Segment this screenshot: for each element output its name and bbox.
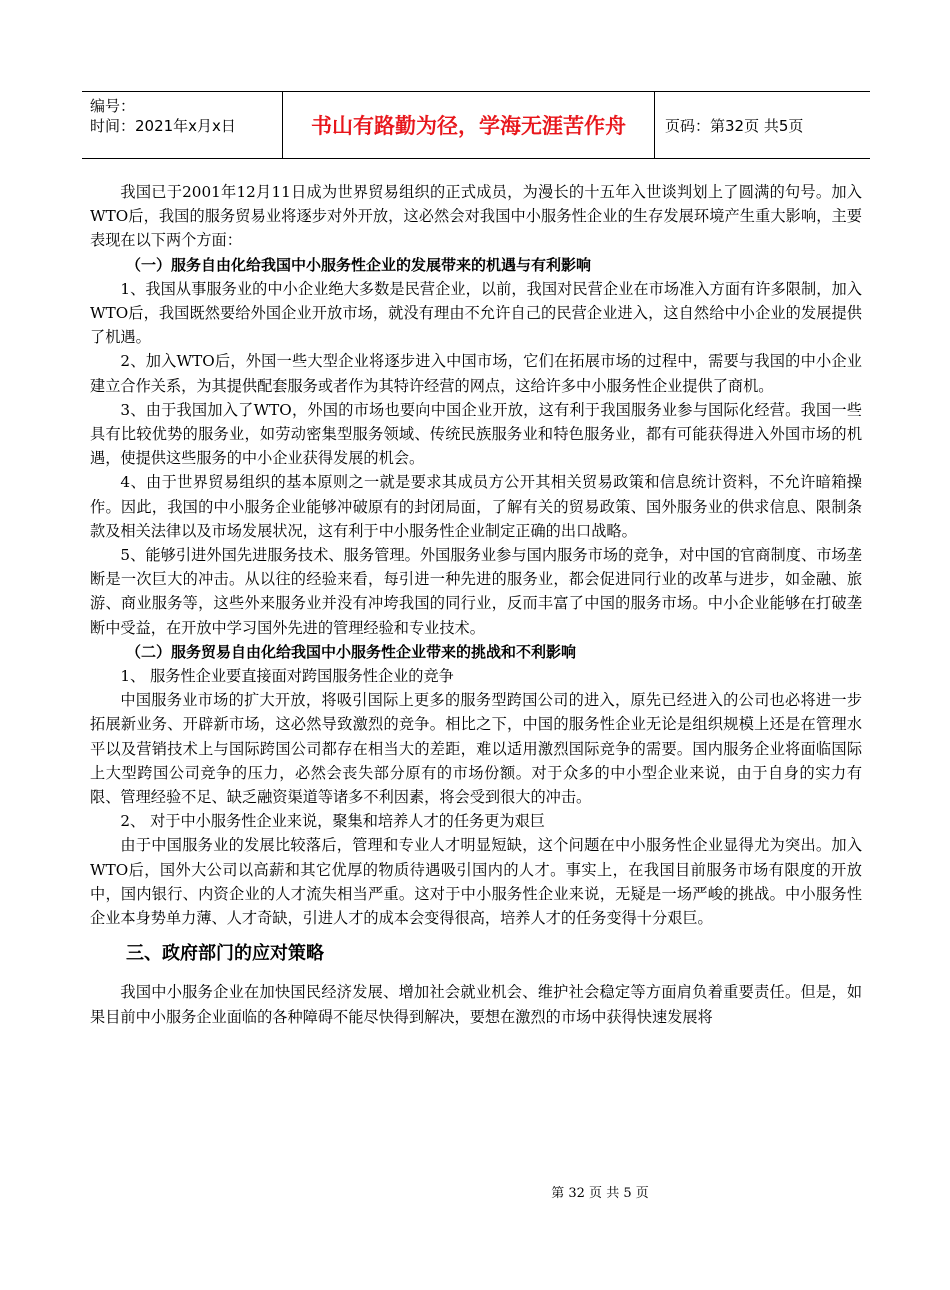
time-label: 时间：2021年x月x日 <box>90 117 236 135</box>
page-header <box>82 91 870 159</box>
page-footer: 第 32 页 共 5 页 <box>551 1186 649 1201</box>
paragraph: 2、 对于中小服务性企业来说，聚集和培养人才的任务更为艰巨 <box>120 812 545 831</box>
header-page-label: 页码：第32页 共5页 <box>665 116 804 135</box>
paragraph: 4、由于世界贸易组织的基本原则之一就是要求其成员方公开其相关贸易政策和信息统计资料，不允许暗箱操作。因此，我国的中小服务企业能够冲破原有的封闭局面，了解有关的贸易政策、国外服务业的供求信息、限制条款及相关法律以及市场发展状况，这有利于中小服务性企业制定正确的出口战略。 <box>90 473 862 540</box>
paragraph: 2、加入WTO后，外国一些大型企业将逐步进入中国市场，它们在拓展市场的过程中，需要与我国的中小企业建立合作关系，为其提供配套服务或者作为其特许经营的网点，这给许多中小服务性企业提供了商机。 <box>90 352 862 395</box>
paragraph: 我国中小服务企业在加快国民经济发展、增加社会就业机会、维护社会稳定等方面肩负着重要责任。但是，如果目前中小服务企业面临的各种障碍不能尽快得到解决，要想在激烈的市场中获得快速发展将 <box>90 983 862 1026</box>
paragraph: 5、能够引进外国先进服务技术、服务管理。外国服务业参与国内服务市场的竞争，对中国的官商制度、市场垄断是一次巨大的冲击。从以往的经验来看，每引进一种先进的服务业，都会促进同行业的改革与进步，如金融、旅游、商业服务等，这些外来服务业并没有冲垮我国的同行业，反而丰富了中国的服务市场。中小企业能够在打破垄断中受益，在开放中学习国外先进的管理经验和专业技术。 <box>90 546 862 637</box>
paragraph: 我国已于2001年12月11日成为世界贸易组织的正式成员，为漫长的十五年入世谈判划上了圆满的句号。加入WTO后，我国的服务贸易业将逐步对外开放，这必然会对我国中小服务性企业的生存发展环境产生重大影响，主要表现在以下两个方面： <box>90 183 862 250</box>
section-heading: 三、政府部门的应对策略 <box>126 943 324 965</box>
paragraph: 1、我国从事服务业的中小企业绝大多数是民营企业，以前，我国对民营企业在市场准入方面有许多限制，加入WTO后，我国既然要给外国企业开放市场，就没有理由不允许自己的民营企业进入，这自然给中小企业的发展提供了机遇。 <box>90 279 862 347</box>
header-meta <box>82 92 282 158</box>
paragraph: 1、 服务性企业要直接面对跨国服务性企业的竞争 <box>120 667 454 686</box>
document-body <box>90 180 862 1029</box>
subheading: （二）服务贸易自由化给我国中小服务性企业带来的挑战和不利影响 <box>126 642 577 661</box>
number-label: 编号： <box>90 97 136 115</box>
paragraph: 由于中国服务业的发展比较落后，管理和专业人才明显短缺，这个问题在中小服务性企业显得尤为突出。加入WTO后，国外大公司以高薪和其它优厚的物质待遇吸引国内的人才。事实上，在我国目前服务市场有限度的开放中，国内银行、内资企业的人才流失相当严重。这对于中小服务性企业来说，无疑是一场严峻的挑战。中小服务性企业本身势单力薄、人才奇缺，引进人才的成本会变得很高，培养人才的任务变得十分艰巨。 <box>90 836 862 928</box>
paragraph: 中国服务业市场的扩大开放，将吸引国际上更多的服务型跨国公司的进入，原先已经进入的公司也必将进一步拓展新业务、开辟新市场，这必然导致激烈的竞争。相比之下，中国的服务性企业无论是组织规模上还是在管理水平以及营销技术上与国际跨国公司都存在相当大的差距，难以适用激烈国际竞争的需要。国内服务企业将面临国际上大型跨国公司竞争的压力，必然会丧失部分原有的市场份额。对于众多的中小型企业来说，由于自身的实力有限、管理经验不足、缺乏融资渠道等诸多不利因素，将会受到很大的冲击。 <box>90 691 862 807</box>
paragraph: 3、由于我国加入了WTO，外国的市场也要向中国企业开放，这有利于我国服务业参与国际化经营。我国一些具有比较优势的服务业，如劳动密集型服务领域、传统民族服务业和特色服务业，都有可能获得进入外国市场的机遇，使提供这些服务的中小企业获得发展的机会。 <box>90 400 862 468</box>
subheading: （一）服务自由化给我国中小服务性企业的发展带来的机遇与有利影响 <box>126 255 592 274</box>
header-motto: 书山有路勤为径，学海无涯苦作舟 <box>282 92 655 158</box>
